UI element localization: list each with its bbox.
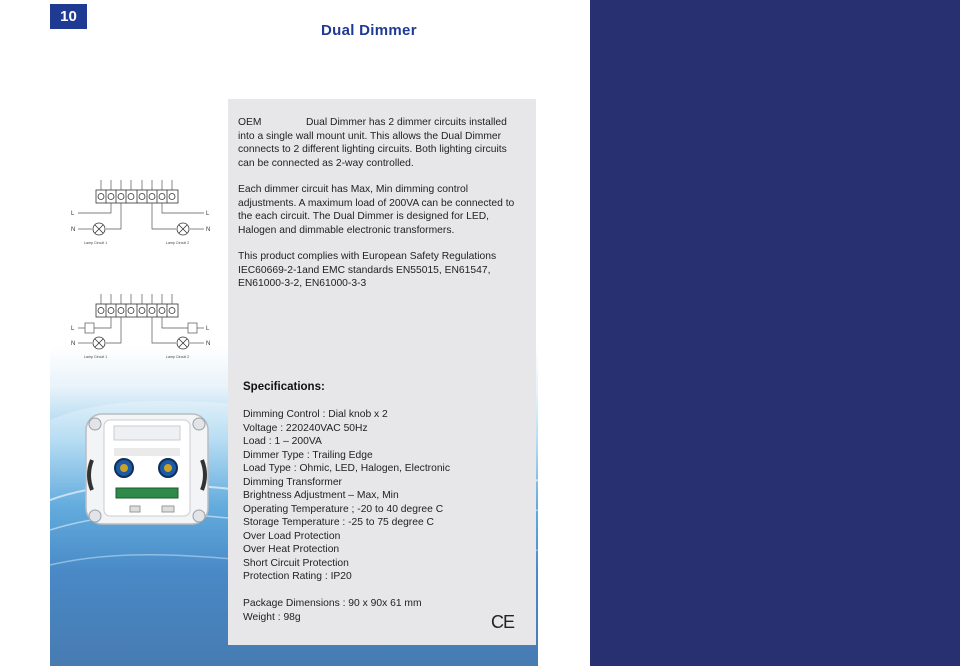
ce-mark: CE — [491, 612, 515, 632]
description-p1-text: Dual Dimmer has 2 dimmer circuits installed into a single wall mount unit. This allows the Dual Dimmer connects to 2 different lighting circuits. Both lighting circuits can be connected as 2-way controlled. — [238, 117, 507, 169]
product-description — [238, 116, 523, 304]
neutral-label: N — [71, 227, 76, 233]
line-label: L — [206, 326, 210, 332]
line-label: L — [206, 211, 210, 217]
spec-item: Brightness Adjustment – Max, Min — [243, 490, 399, 501]
spec-item: Dimming Control : Dial knob x 2 — [243, 409, 388, 420]
page-title: Dual Dimmer — [321, 22, 417, 39]
spec-item: Short Circuit Protection — [243, 557, 349, 569]
spec-item: Dimming Transformer — [243, 476, 342, 488]
dual-dimmer-product-image — [82, 410, 212, 528]
package-info — [243, 597, 422, 624]
specifications-title: Specifications: — [243, 381, 325, 393]
terminal-block — [96, 190, 178, 203]
lamp-circuit-1-label: Lamp Circuit 1 — [84, 241, 108, 245]
line-label: L — [71, 211, 75, 217]
spec-item: Over Load Protection — [243, 530, 341, 542]
lamp-circuit-2-label: Lamp Circuit 2 — [166, 241, 190, 245]
spec-item: Load : 1 – 200VA — [243, 436, 322, 447]
spec-item: Dimmer Type : Trailing Edge — [243, 449, 373, 461]
spec-item: Load Type : Ohmic, LED, Halogen, Electronic — [243, 463, 450, 474]
description-paragraph-1 — [238, 116, 523, 170]
page-number: 10 — [50, 4, 87, 29]
spec-item: Over Heat Protection — [243, 544, 340, 555]
line-label: L — [71, 326, 75, 332]
terminal-block — [96, 304, 178, 317]
lamp-circuit-1-label: Lamp Circuit 1 — [84, 355, 108, 359]
neutral-label: N — [71, 341, 76, 347]
right-blue-panel — [590, 0, 960, 666]
spec-item: Storage Temperature : -25 to 75 degree C — [243, 517, 434, 528]
oem-label: OEM — [238, 117, 262, 128]
spec-item: Voltage : 220240VAC 50Hz — [243, 422, 368, 434]
neutral-label: N — [206, 341, 211, 347]
spec-item: Protection Rating : IP20 — [243, 571, 352, 582]
lamp-circuit-2-label: Lamp Circuit 2 — [166, 355, 190, 359]
neutral-label: N — [206, 227, 211, 233]
weight: Weight : 98g — [243, 611, 301, 623]
wiring-diagram-1 — [66, 178, 216, 250]
description-paragraph-2: Each dimmer circuit has Max, Min dimming control adjustments. A maximum load of 200VA can be connected to the each circuit. The Dual Dimmer is designed for LED, Halogen and dimmable electronic transformers. — [238, 184, 515, 236]
description-paragraph-3: This product complies with European Safety Regulations IEC60669-2-1and EMC standards EN55015, EN61547, EN61000-3-2, EN61000-3-3 — [238, 251, 497, 289]
specifications-list — [243, 408, 523, 584]
spec-item: Operating Temperature ; -20 to 40 degree C — [243, 503, 444, 515]
package-dimensions: Package Dimensions : 90 x 90x 61 mm — [243, 598, 422, 609]
wiring-diagram-2 — [66, 292, 216, 364]
